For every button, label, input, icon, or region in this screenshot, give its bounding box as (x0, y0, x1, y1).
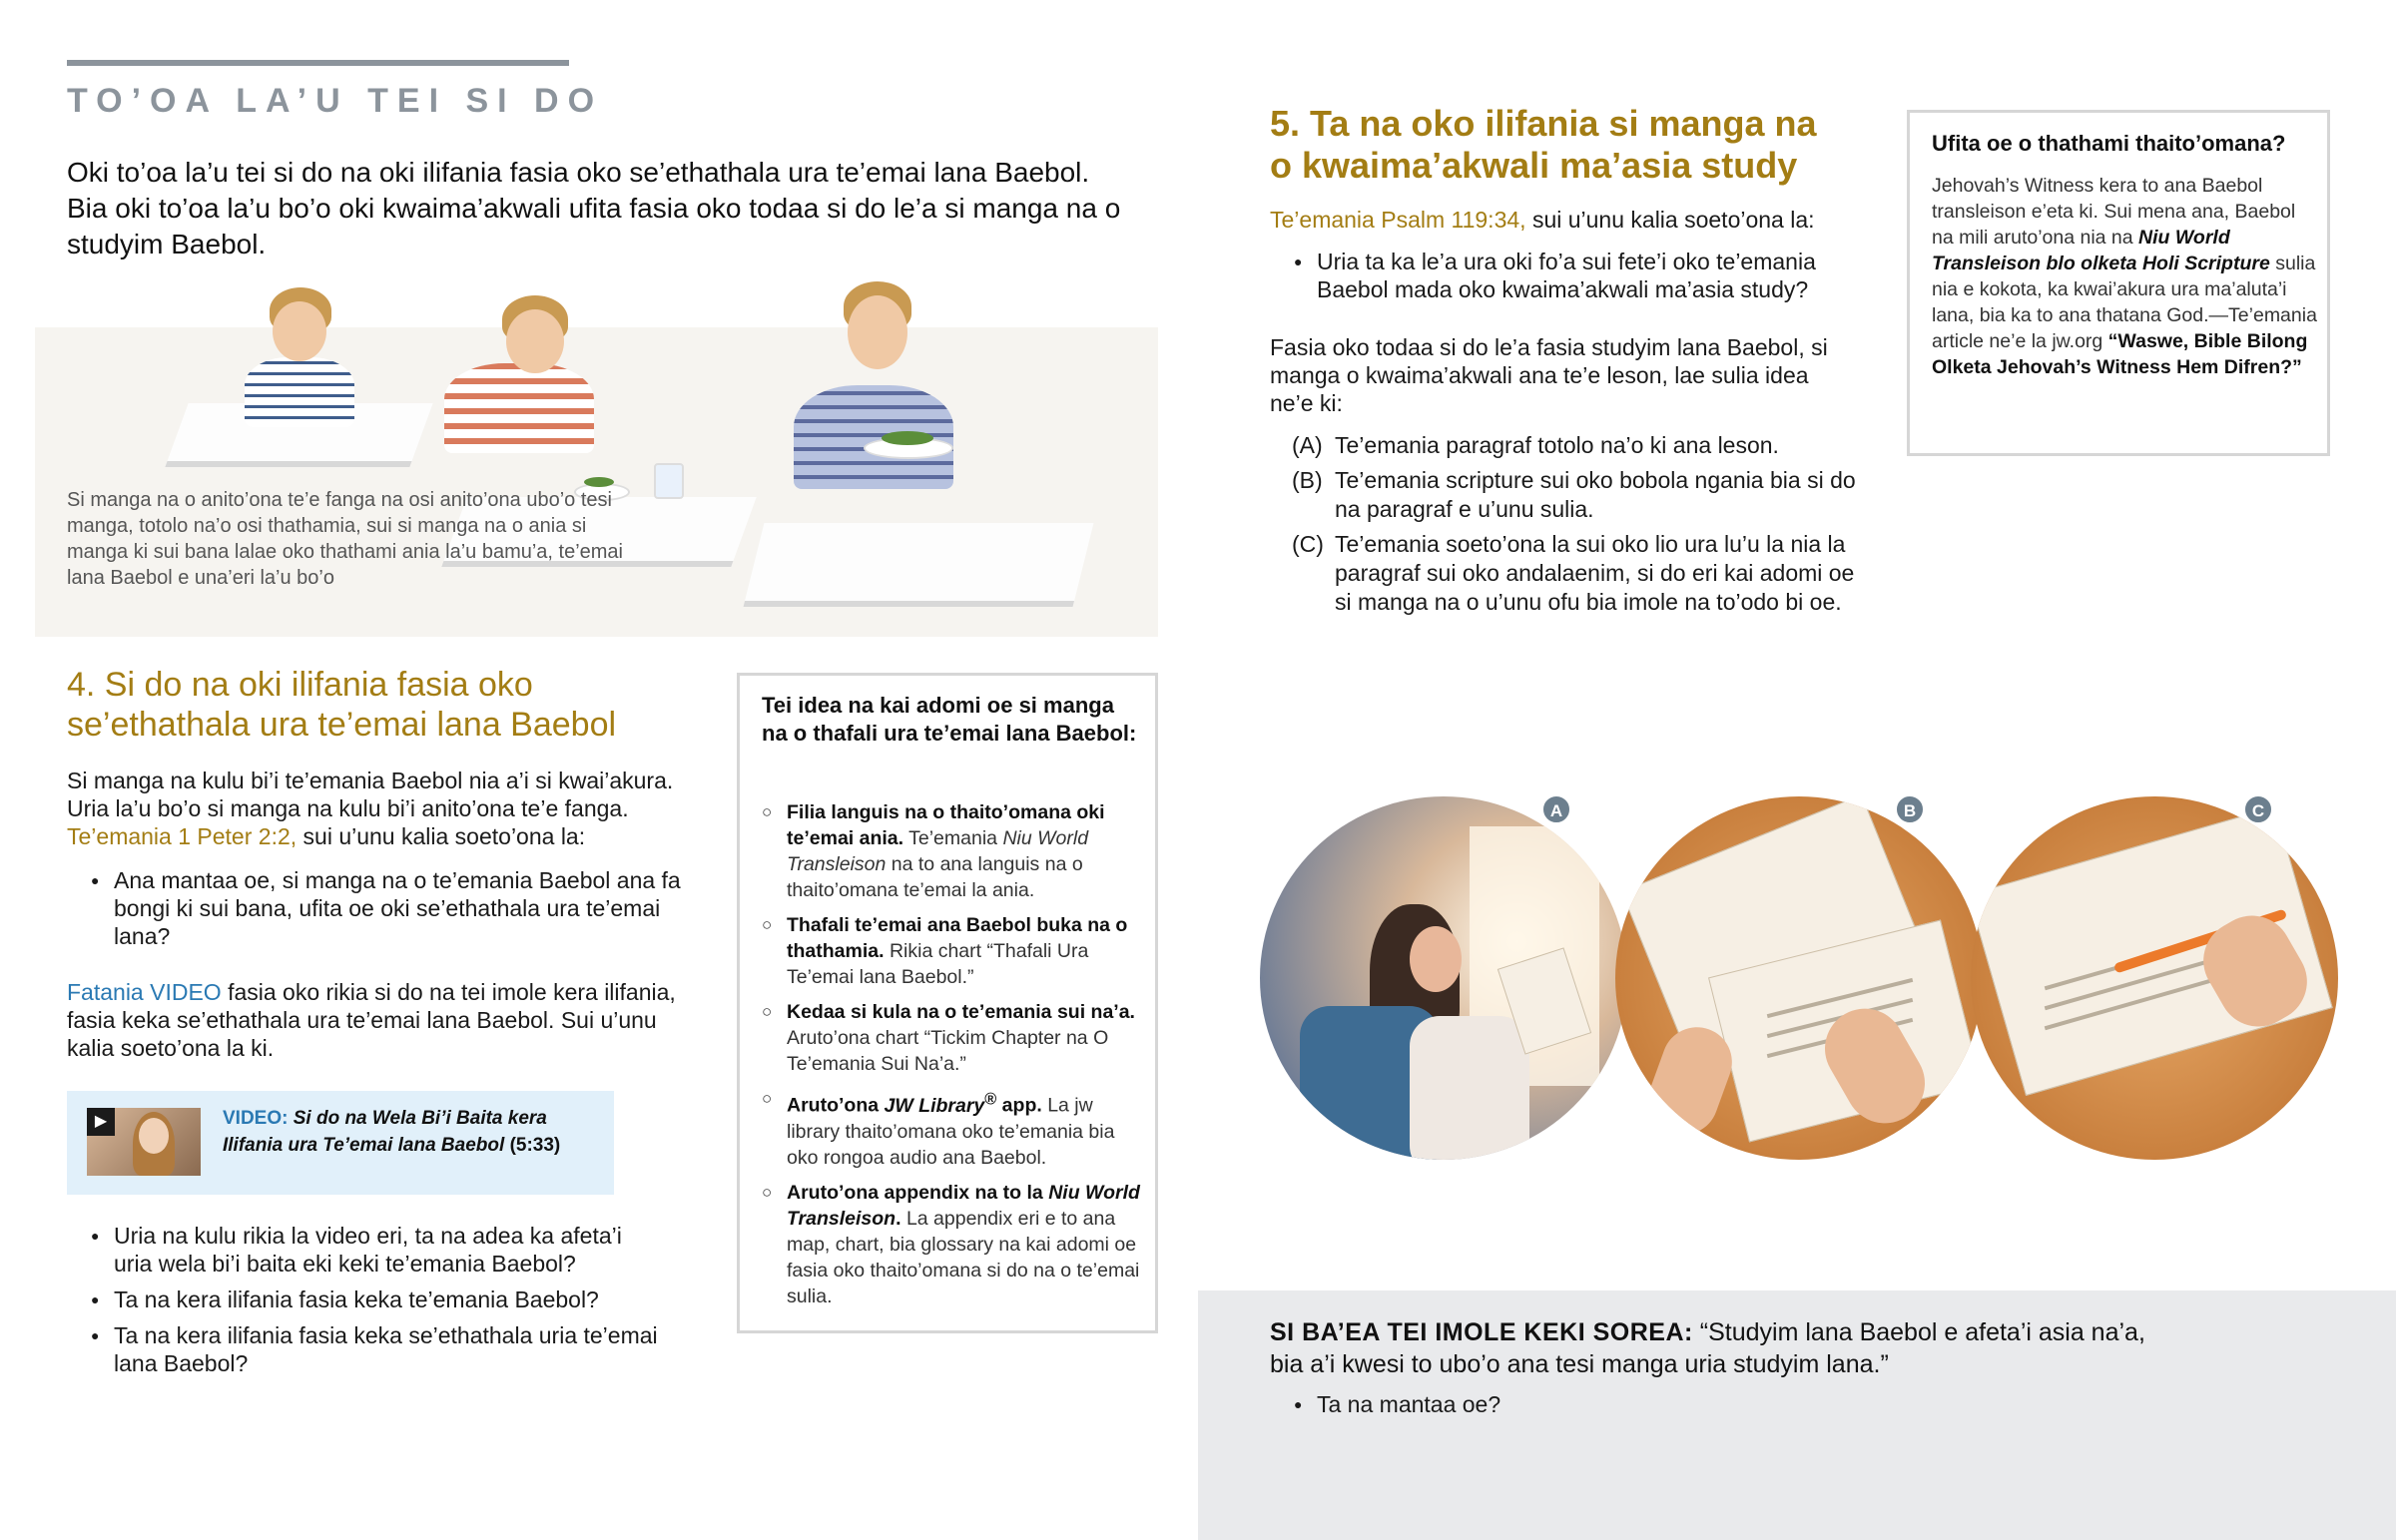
tip-item: ○ Filia languis na o thaito’omana oki te’emai ania. Te’emania Niu World Transleison na to ana languis na o thaito’omana te’emai la ania. (762, 799, 1141, 903)
video-duration: (5:33) (509, 1135, 561, 1156)
greens-3 (882, 431, 933, 445)
circle-illustration-b (1615, 796, 1983, 1160)
section-4-paragraph-1 (67, 767, 686, 850)
discussion-quote (1270, 1316, 2168, 1380)
section-5-heading: 5. Ta na oko ilifania si manga na o kwaima’akwali ma’asia study (1270, 103, 1817, 186)
scripture-link-1-peter[interactable]: Te’emania 1 Peter 2:2, (67, 823, 298, 849)
section-4-text: Si manga na kulu bi’i te’emania Baebol nia a’i si kwai’akura. Uria la’u bo’o si manga na kulu bi’i anito’ona te’e fanga. (67, 768, 674, 821)
circle-illustration-c (1971, 796, 2338, 1160)
section-5-questions (1270, 248, 1849, 311)
intro-paragraph: Oki to’oa la’u tei si do na oki ilifania fasia oko se’ethathala ura te’emai lana Baebol. Bia oki to’oa la’u bo’o oki kwaima’akwali ufita fasia oko todaa si do le’a si manga na o studyim Baebol. (67, 157, 1121, 259)
video-thumbnail[interactable] (87, 1108, 201, 1176)
girl-shirt (1410, 1016, 1529, 1160)
scripture-link-psalm[interactable]: Te’emania Psalm 119:34, (1270, 207, 1526, 233)
tips-list (762, 799, 1141, 1318)
circle-illustration-a (1260, 796, 1627, 1160)
step-b: (B) Te’emania scripture sui oko bobola ngania bia si do na paragraf e u’unu sulia. (1292, 467, 1856, 522)
badge-a: A (1541, 794, 1571, 824)
section-5-paragraph-2: Fasia oko todaa si do le’a fasia studyim lana Baebol, si manga o kwaima’akwali ana te’e leson, lae sulia idea ne’e ki: (1270, 334, 1828, 416)
section-5-text-tail: sui u’unu kalia soeto’ona la: (1525, 207, 1815, 233)
boys-eating-illustration (35, 327, 1158, 637)
play-icon[interactable]: ▶ (87, 1108, 115, 1136)
badge-c: C (2243, 794, 2273, 824)
tip-item: ○ Aruto’ona appendix na to la Niu World Transleison. La appendix eri e to ana map, chart, bia glossary na kai adomi oe fasia oko thaito’omana si do na o te’emai sulia. (762, 1180, 1141, 1309)
tips-sidebar (737, 673, 1158, 1333)
discussion-quote-text: “Studyim lana Baebol e afeta’i asia na’a, bia a’i kwesi to ubo’o ana tesi manga uria studyim lana.” (1270, 1318, 2145, 1378)
tips-title: Tei idea na kai adomi oe si manga na o thafali ura te’emai lana Baebol: (762, 693, 1137, 746)
tip-item: ○ Kedaa si kula na o te’emania sui na’a. Aruto’ona chart “Tickim Chapter na O Te’emania Sui Na’a.” (762, 999, 1141, 1077)
question-item: ● Ta na mantaa oe? (1270, 1390, 1500, 1418)
discussion-label: SI BA’EA TEI IMOLE KEKI SOREA: (1270, 1318, 1693, 1346)
section-4-questions-2 (67, 1222, 666, 1385)
greens-2 (584, 477, 614, 487)
illustration-caption: Si manga na o anito’ona te’e fanga na osi anito’ona ubo’o tesi manga, totolo na’o osi thathamia, sui si manga na o ania si manga ki sui bana lalae oko thathami ania la’u bamu’a, te’emai lana Baebol e una’eri la’u bo’o (67, 489, 624, 589)
video-label: VIDEO: (223, 1108, 289, 1129)
table-3 (744, 523, 1094, 607)
section-title: TO’OA LA’U TEI SI DO (67, 82, 604, 120)
section-5-paragraph-1 (1270, 206, 1849, 234)
yogurt-cup (654, 463, 684, 499)
question-item: ● Ta na kera ilifania fasia keka se’ethathala uria te’emai lana Baebol? (67, 1321, 666, 1377)
tip-item: ○ Thafali te’emai ana Baebol buka na o thathamia. Rikia chart “Thafali Ura Te’emai lana Baebol.” (762, 912, 1141, 990)
section-4-text-tail: sui u’unu kalia soeto’ona la: (297, 823, 586, 849)
badge-b: B (1895, 794, 1925, 824)
info-title: Ufita oe o thathami thaito’omana? (1932, 131, 2286, 156)
info-body: Jehovah’s Witness kera to ana Baebol transleison e’eta ki. Sui mena ana, Baebol na mili aruto’ona nia na Niu World Transleison blo olketa Holi Scripture sulia nia e kokota, ka kwai’akura ura ma’aluta’i lana, bia ka to ana thatana God.—Te’emania article ne’e la jw.org “Waswe, Bible Bilong Olketa Jehovah’s Witness Hem Difren?” (1932, 175, 2317, 378)
section-4-text-2: fasia oko rikia si do na tei imole kera ilifania, fasia keka se’ethathala ura te’emai lana Baebol. Sui u’unu kalia soeto’ona la ki. (67, 979, 676, 1061)
question-item: ● Ana mantaa oe, si manga na o te’emania Baebol ana fa bongi ki sui bana, ufita oe oki se’ethathala ura te’emai lana? (67, 866, 686, 950)
discussion-questions (1270, 1390, 1500, 1418)
tip-item: ○ Aruto’ona JW Library® app. La jw library thaito’omana oko te’emania bia oko rongoa audio ana Baebol. (762, 1086, 1141, 1171)
video-title[interactable] (223, 1105, 592, 1159)
discussion-panel (1198, 1290, 2396, 1540)
video-title-text: Si do na Wela Bi’i Baita kera Ilifania ura Te’emai lana Baebol (223, 1108, 547, 1156)
study-steps (1292, 431, 1871, 623)
video-link[interactable]: Fatania VIDEO (67, 979, 222, 1005)
article-link[interactable]: “Waswe, Bible Bilong Olketa Jehovah’s Witness Hem Difren?” (1932, 330, 2308, 378)
section-4-heading: 4. Si do na oki ilifania fasia oko se’ethathala ura te’emai lana Baebol (67, 666, 617, 744)
section-4-paragraph-2 (67, 978, 686, 1062)
info-sidebar (1907, 110, 2330, 456)
girl-face (1410, 926, 1462, 992)
question-item: ● Ta na kera ilifania fasia keka te’emania Baebol? (67, 1285, 666, 1313)
section-4-questions-1 (67, 866, 686, 958)
section-rule (67, 60, 569, 66)
question-item: ● Uria na kulu rikia la video eri, ta na adea ka afeta’i uria wela bi’i baita eki keki te’emania Baebol? (67, 1222, 666, 1278)
video-card[interactable] (67, 1091, 614, 1195)
question-item: ● Uria ta ka le’a ura oki fo’a sui fete’i oko te’emania Baebol mada oko kwaima’akwali ma’asia study? (1270, 248, 1849, 303)
step-a: (A) Te’emania paragraf totolo na’o ki ana leson. (1292, 432, 1779, 458)
step-c: (C) Te’emania soeto’ona la sui oko lio ura lu’u la nia la paragraf sui oko andalaenim, si do eri kai adomi oe si manga na o u’unu ofu bia imole na to’odo bi oe. (1292, 531, 1855, 615)
